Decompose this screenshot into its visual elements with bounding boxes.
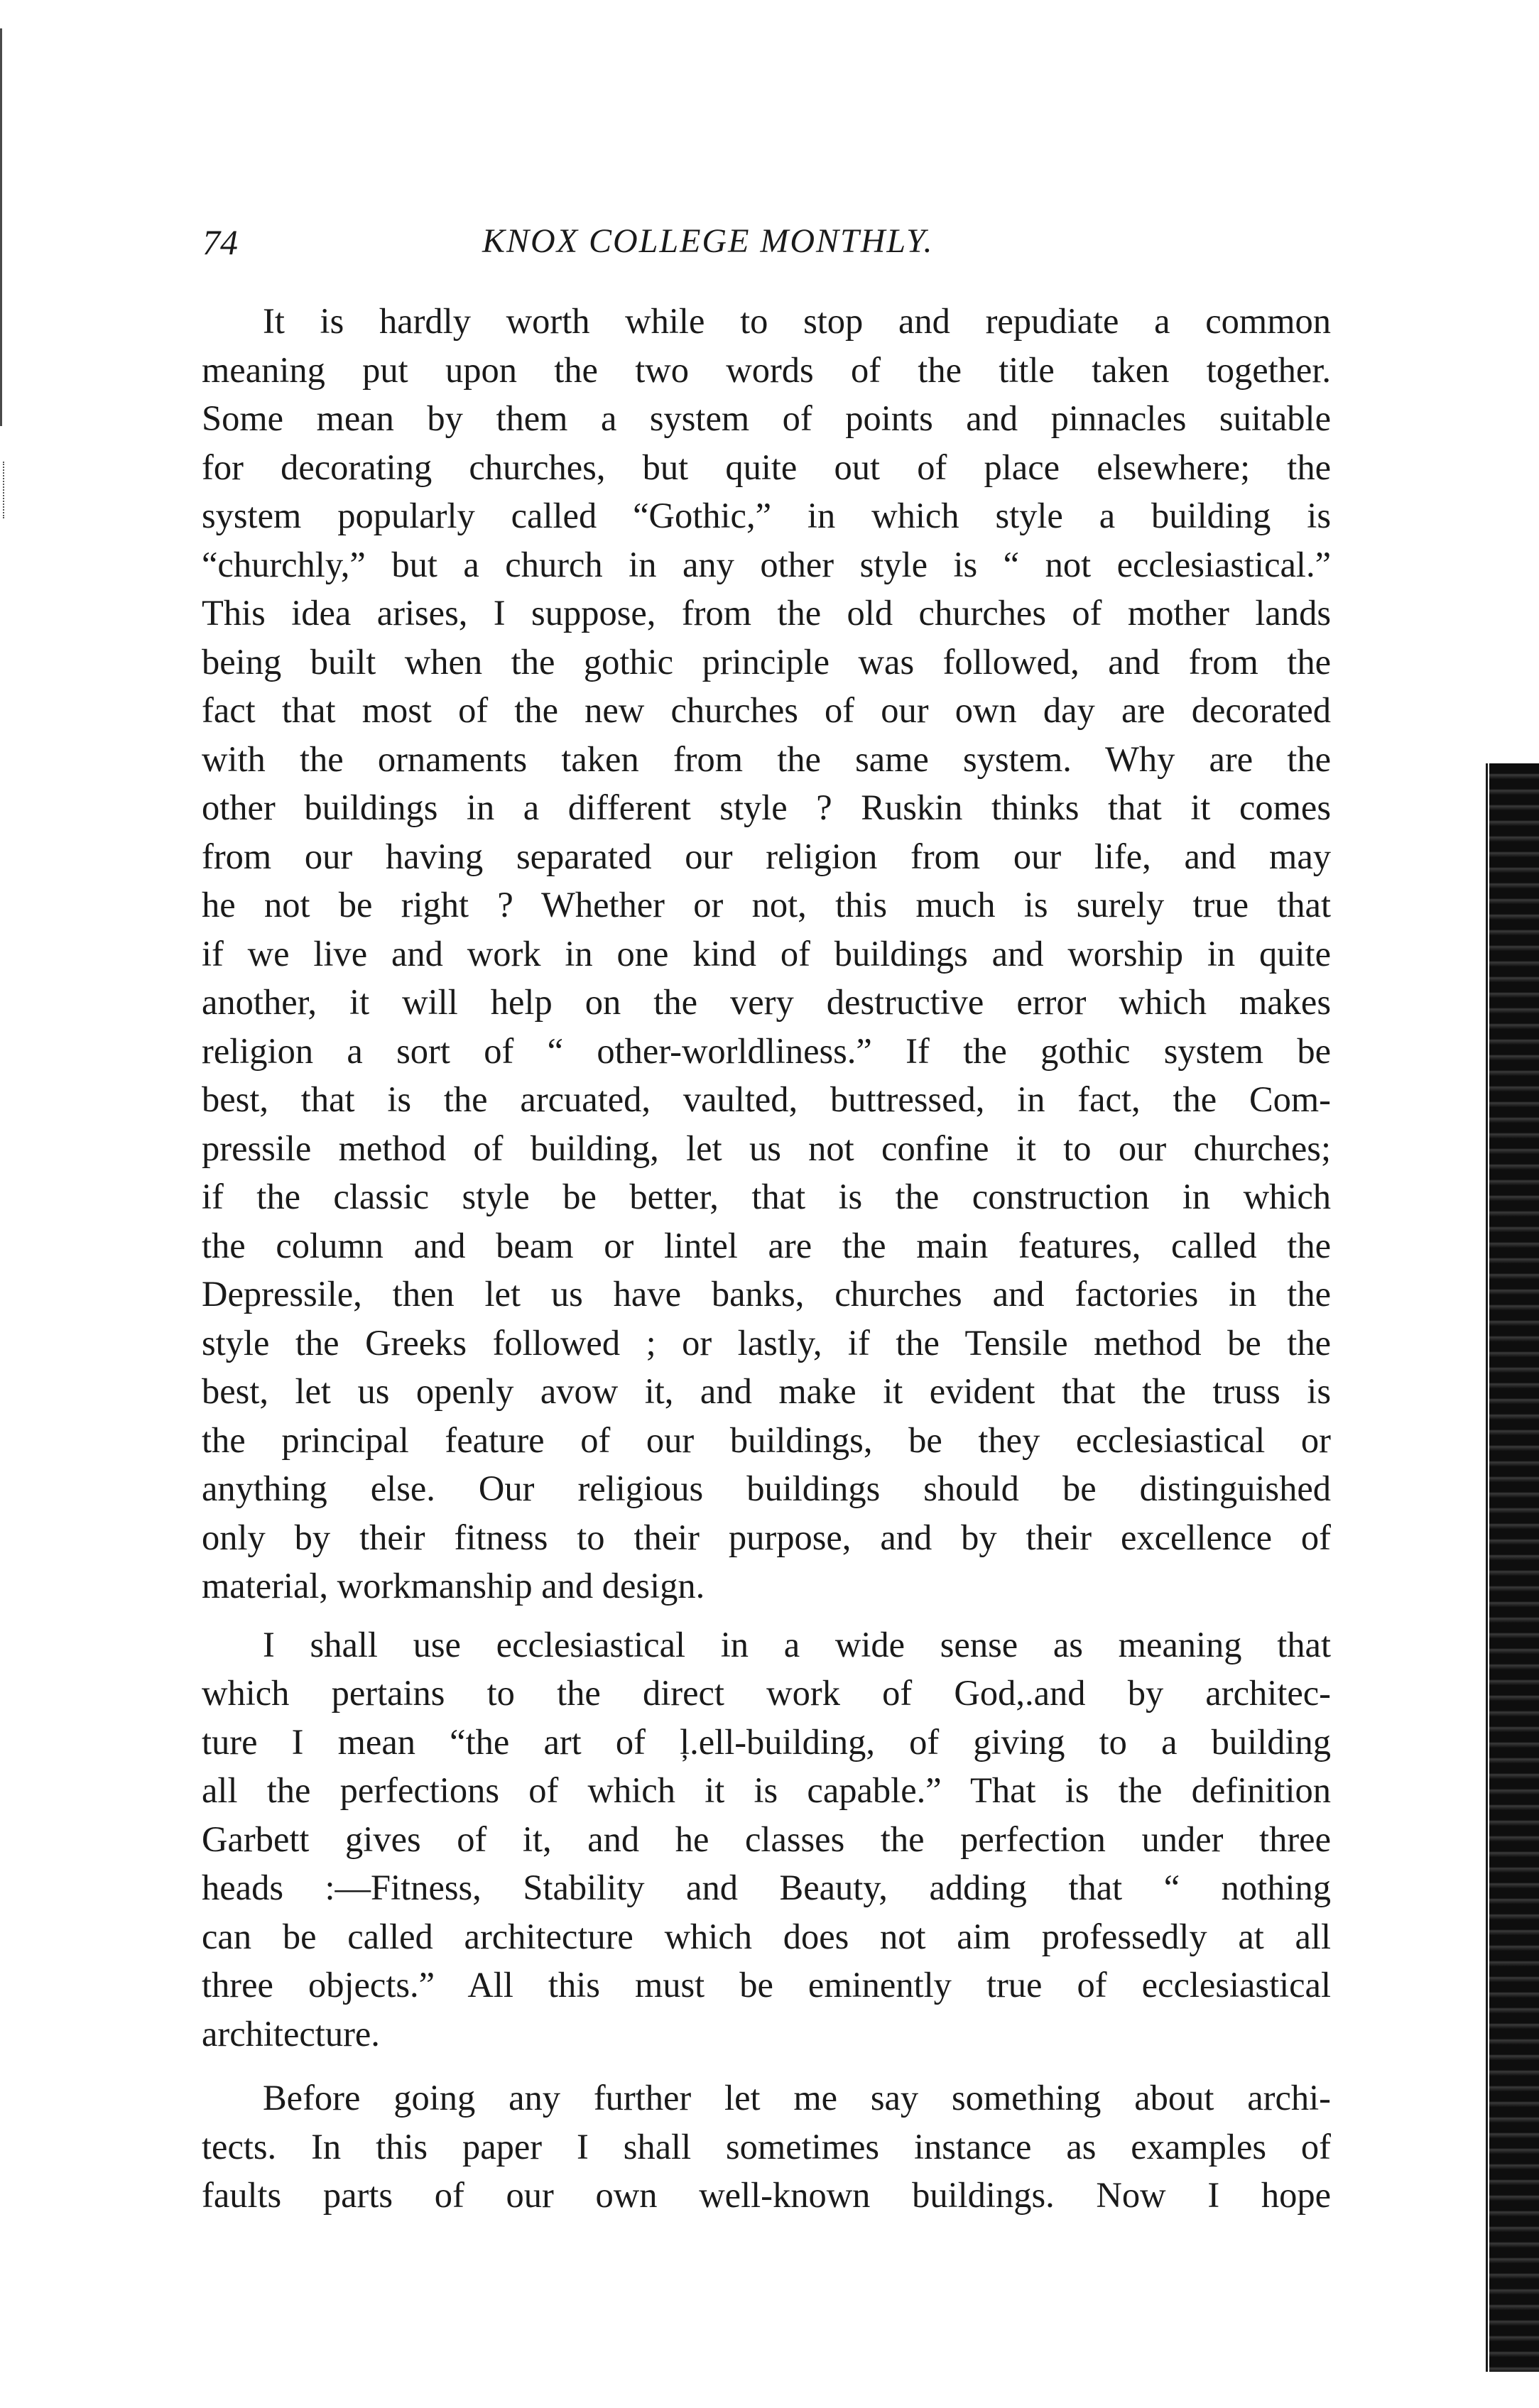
paragraph xyxy=(202,1620,1331,2059)
text-line: Garbett gives of it, and he classes the perfection under three xyxy=(202,1819,1331,1859)
text-line: religion a sort of “ other-worldliness.” If the gothic system be xyxy=(202,1030,1331,1071)
text-line: material, workmanship and design. xyxy=(202,1566,705,1606)
text-line: from our having separated our religion from our life, and may xyxy=(202,836,1331,876)
text-line: which pertains to the direct work of God,.and by architec- xyxy=(202,1673,1331,1713)
text-line: if the classic style be better, that is the construction in which xyxy=(202,1177,1331,1216)
text-line: architecture. xyxy=(202,2013,380,2054)
text-line: tects. In this paper I shall sometimes instance as examples of xyxy=(202,2126,1331,2167)
text-line: anything else. Our religious buildings should be distinguished xyxy=(202,1469,1331,1508)
scan-edge-artifact xyxy=(1489,763,1539,2372)
text-line: faults parts of our own well-known buildings. Now I hope xyxy=(202,2175,1331,2215)
text-line: Depressile, then let us have banks, churches and factories in the xyxy=(202,1274,1331,1314)
text-line: Before going any further let me say something about archi- xyxy=(263,2078,1331,2118)
running-title: KNOX COLLEGE MONTHLY. xyxy=(482,222,934,260)
text-line: meaning put upon the two words of the title taken together. xyxy=(202,349,1331,390)
scan-edge-artifact xyxy=(1486,763,1488,2372)
text-line: the principal feature of our buildings, be they ecclesiastical or xyxy=(202,1420,1331,1460)
text-line: all the perfections of which it is capable.” That is the definition xyxy=(202,1770,1331,1810)
text-line: Some mean by them a system of points and pinnacles suitable xyxy=(202,398,1331,438)
text-line: It is hardly worth while to stop and repudiate a common xyxy=(263,301,1331,341)
text-line: best, that is the arcuated, vaulted, buttressed, in fact, the Com- xyxy=(202,1079,1331,1119)
text-line: I shall use ecclesiastical in a wide sense as meaning that xyxy=(263,1624,1331,1665)
text-line: heads :—Fitness, Stability and Beauty, adding that “ nothing xyxy=(202,1868,1331,1907)
scan-edge-artifact xyxy=(3,462,9,518)
article-body xyxy=(202,297,1331,2220)
text-line: ture I mean “the art of ļ.ell-building, of giving to a building xyxy=(202,1721,1331,1762)
text-line: if we live and work in one kind of buildings and worship in quite xyxy=(202,933,1331,974)
page-number: 74 xyxy=(202,222,238,262)
text-line: “churchly,” but a church in any other style is “ not ecclesiastical.” xyxy=(202,544,1331,584)
paragraph xyxy=(202,297,1331,1611)
text-line: only by their fitness to their purpose, and by their excellence of xyxy=(202,1517,1331,1557)
text-line: system popularly called “Gothic,” in which style a building is xyxy=(202,496,1331,535)
text-line: the column and beam or lintel are the main features, called the xyxy=(202,1225,1331,1265)
text-line: style the Greeks followed ; or lastly, if the Tensile method be the xyxy=(202,1322,1331,1363)
text-line: can be called architecture which does not aim professedly at all xyxy=(202,1916,1331,1956)
text-line: three objects.” All this must be eminently true of ecclesiastical xyxy=(202,1965,1331,2005)
text-line: for decorating churches, but quite out of place elsewhere; the xyxy=(202,447,1331,487)
text-line: being built when the gothic principle was followed, and from the xyxy=(202,641,1331,682)
text-line: another, it will help on the very destructive error which makes xyxy=(202,982,1331,1022)
text-line: This idea arises, I suppose, from the old churches of mother lands xyxy=(202,593,1331,633)
text-line: pressile method of building, let us not confine it to our churches; xyxy=(202,1128,1331,1168)
running-header xyxy=(202,222,1339,271)
text-line: he not be right ? Whether or not, this much is surely true that xyxy=(202,885,1331,925)
scan-edge-artifact xyxy=(0,28,15,426)
text-line: best, let us openly avow it, and make it evident that the truss is xyxy=(202,1371,1331,1411)
text-line: fact that most of the new churches of our own day are decorated xyxy=(202,690,1331,730)
text-line: with the ornaments taken from the same system. Why are the xyxy=(202,739,1331,779)
paragraph xyxy=(202,2074,1331,2220)
text-line: other buildings in a different style ? Ruskin thinks that it comes xyxy=(202,788,1331,827)
